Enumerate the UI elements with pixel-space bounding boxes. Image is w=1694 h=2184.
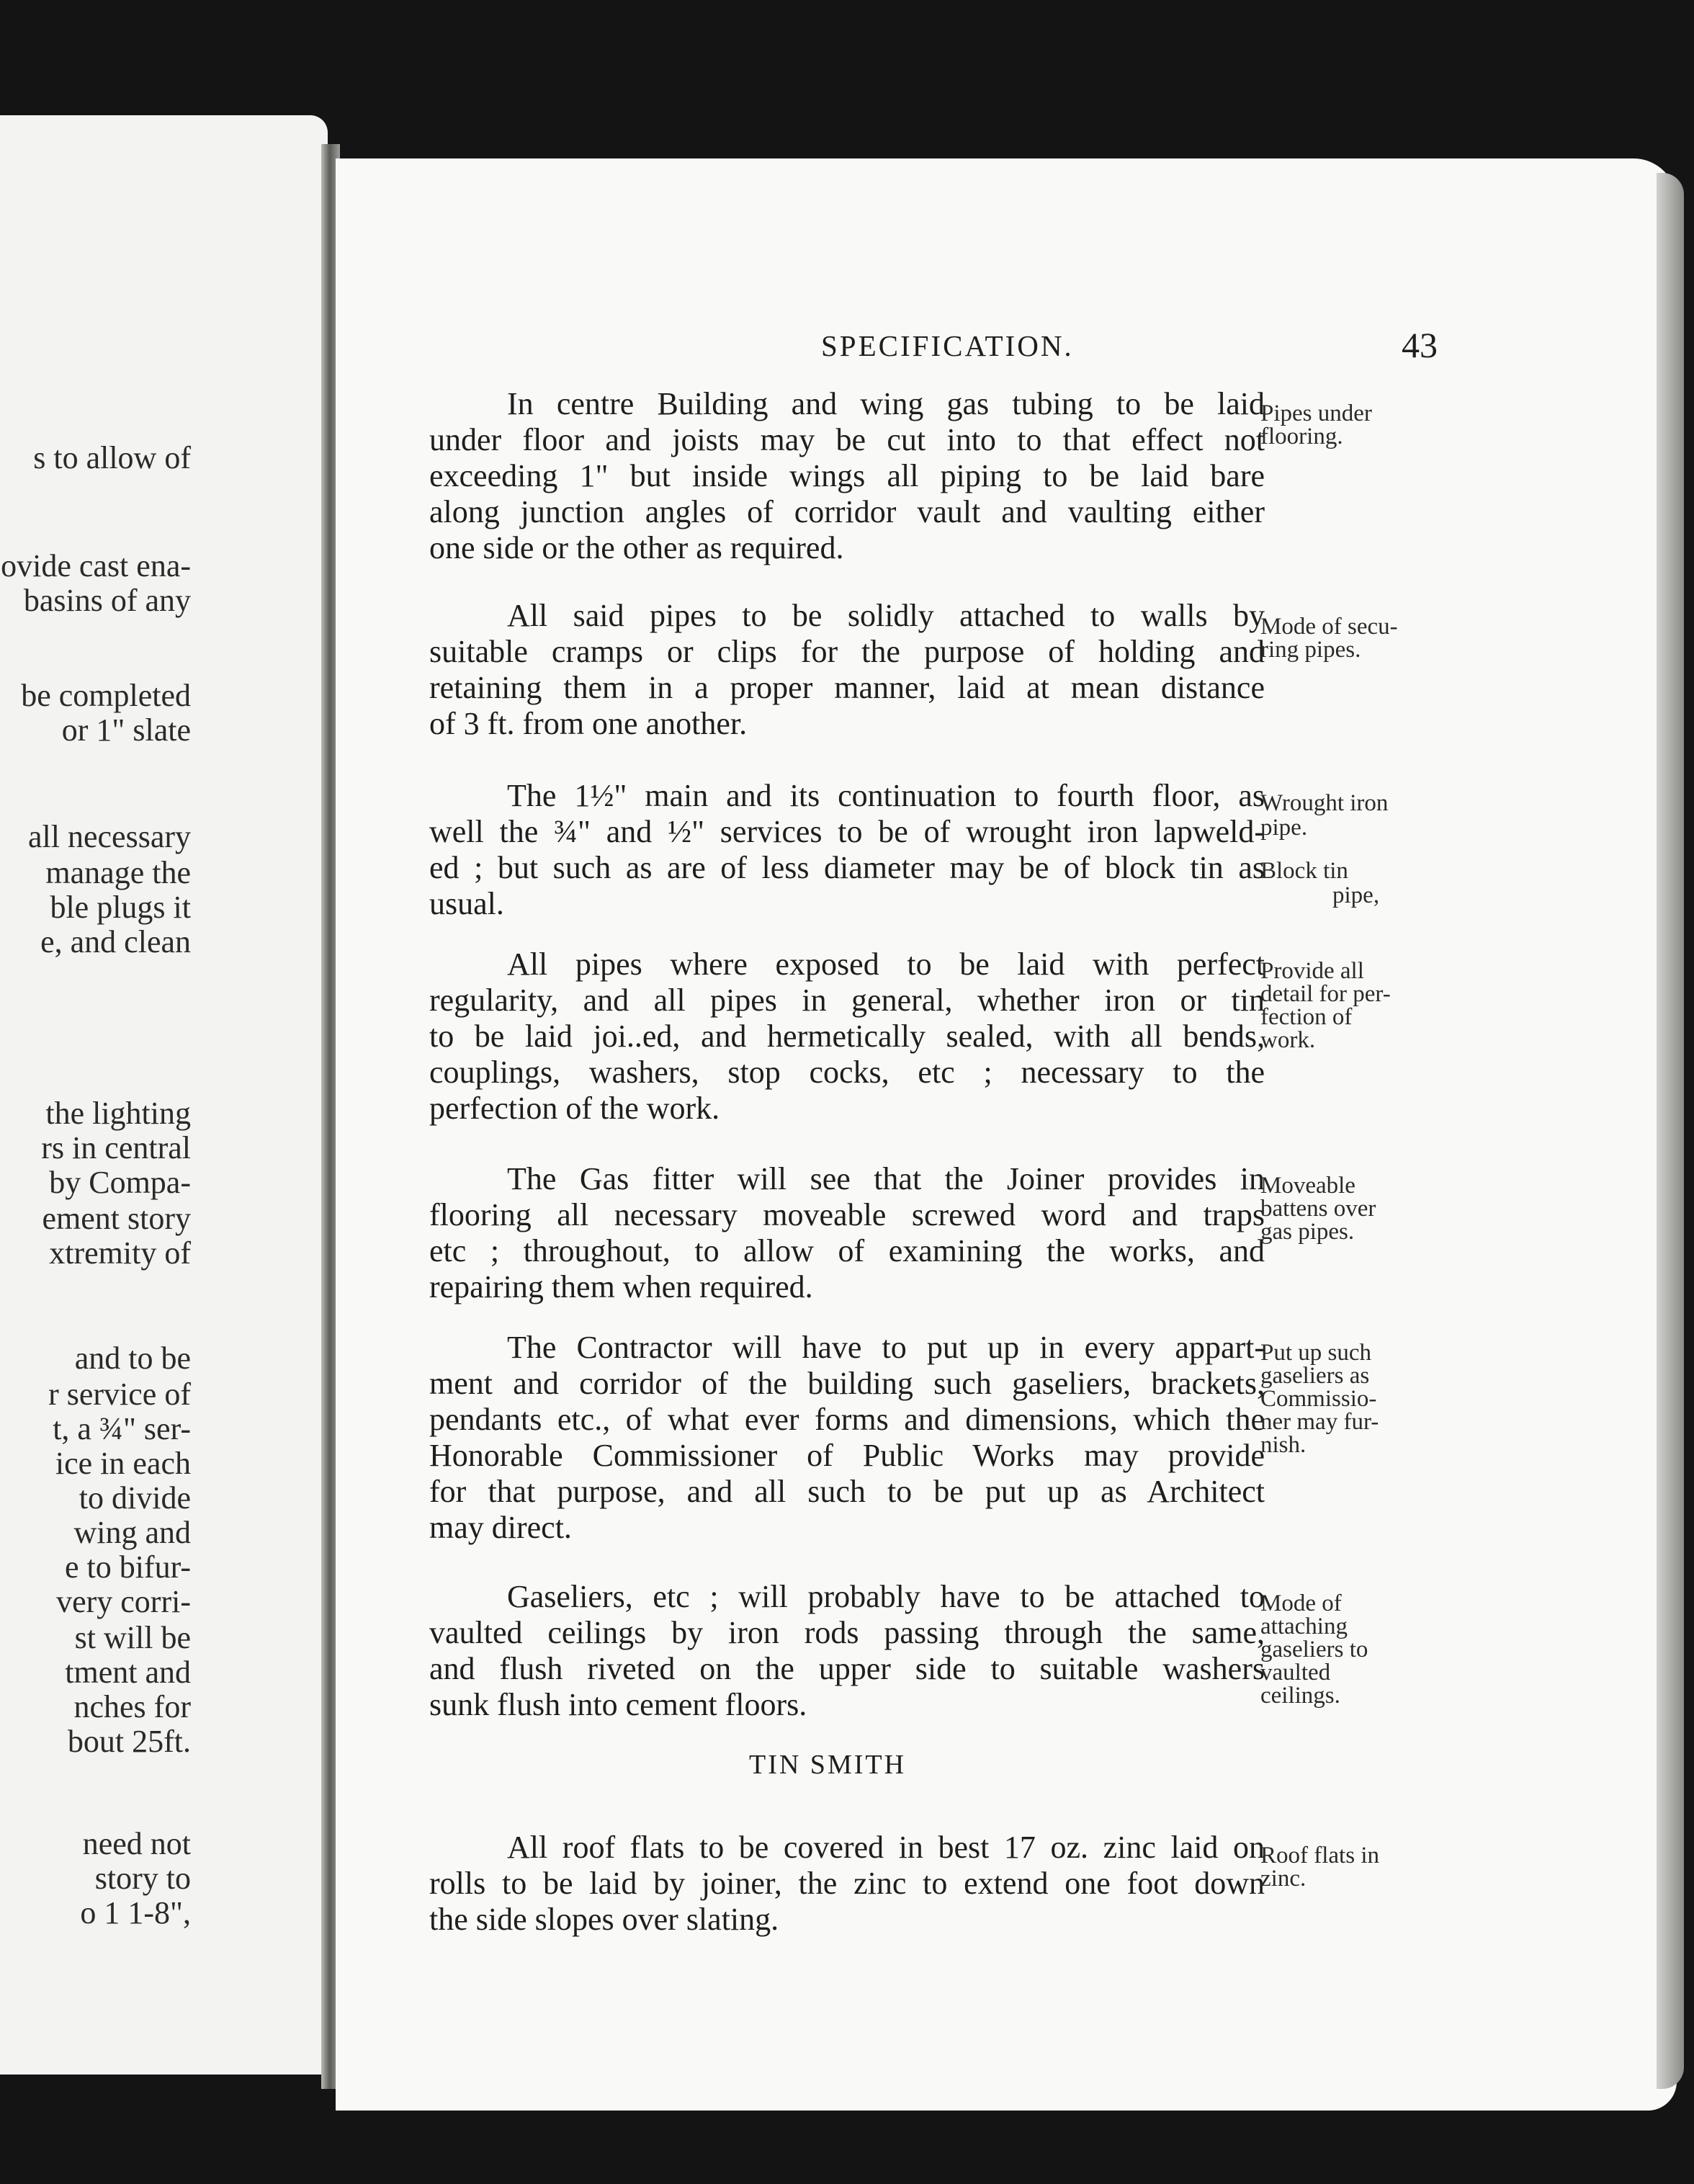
margin-note-line: Commissio-: [1260, 1386, 1377, 1412]
margin-note-line: pipe,: [1332, 882, 1380, 908]
facing-line: s to allow of: [33, 440, 191, 475]
paragraph: [429, 1830, 1265, 1938]
text-line: the side slopes over slating.: [429, 1902, 779, 1937]
facing-line: need not: [82, 1826, 191, 1861]
text-line: well the ¾" and ½" services to be of wrought iron lapweld-: [429, 814, 1265, 849]
facing-line: ovide cast ena-: [1, 548, 191, 583]
text-line: may direct.: [429, 1510, 572, 1545]
text-line: exceeding 1" but inside wings all piping to be laid bare: [429, 458, 1265, 493]
margin-note-line: battens over: [1260, 1196, 1376, 1222]
margin-note: [1260, 1844, 1455, 1890]
text-line: The 1½" main and its continuation to fourth floor, as: [507, 778, 1265, 813]
paragraph: [429, 386, 1265, 566]
facing-line: or 1" slate: [61, 712, 191, 748]
text-line: and flush riveted on the upper side to suitable washers: [429, 1651, 1265, 1686]
facing-line: o 1 1-8",: [80, 1895, 191, 1930]
facing-line: r service of: [48, 1377, 191, 1412]
facing-line: be completed: [21, 678, 191, 713]
facing-line: the lighting: [45, 1096, 191, 1131]
margin-note: [1260, 615, 1455, 661]
text-line: one side or the other as required.: [429, 530, 844, 565]
text-line: of 3 ft. from one another.: [429, 706, 748, 741]
margin-note-line: gas pipes.: [1260, 1219, 1355, 1245]
text-line: rolls to be laid by joiner, the zinc to extend one foot down: [429, 1866, 1265, 1901]
facing-line: tment and: [65, 1655, 191, 1690]
facing-line: ble plugs it: [50, 890, 191, 925]
margin-note-line: Moveable: [1260, 1173, 1355, 1199]
facing-line: manage the: [45, 855, 191, 890]
margin-note: [1260, 791, 1455, 908]
margin-note-line: vaulted: [1260, 1660, 1331, 1686]
margin-note-line: gaseliers as: [1260, 1363, 1370, 1389]
margin-note: [1260, 1174, 1455, 1243]
text-line: to be laid joi..ed, and hermetically sealed, with all bends,: [429, 1019, 1265, 1054]
paragraph: [429, 598, 1265, 742]
margin-note-line: Mode of: [1260, 1590, 1342, 1616]
facing-line: rs in central: [41, 1130, 191, 1165]
margin-note-line: ceilings.: [1260, 1683, 1340, 1709]
running-head: SPECIFICATION.: [821, 329, 1074, 362]
text-line: All roof flats to be covered in best 17 oz. zinc laid on: [507, 1830, 1265, 1865]
margin-note-line: Put up such: [1260, 1340, 1372, 1366]
facing-line: story to: [94, 1861, 191, 1896]
margin-note-line: Provide all: [1260, 958, 1364, 984]
margin-note-line: Block tin: [1260, 858, 1348, 884]
text-line: The Gas fitter will see that the Joiner provides in: [507, 1161, 1265, 1196]
margin-note: [1260, 402, 1455, 448]
text-line: flooring all necessary moveable screwed word and traps: [429, 1197, 1265, 1232]
paragraph: [429, 778, 1265, 922]
margin-note-line: nish.: [1260, 1432, 1307, 1458]
text-line: perfection of the work.: [429, 1091, 720, 1126]
facing-line: nches for: [73, 1689, 191, 1724]
facing-line: e to bifur-: [64, 1549, 191, 1585]
margin-note-line: ring pipes.: [1260, 637, 1361, 663]
facing-line: ement story: [42, 1201, 191, 1236]
paragraph: [429, 1579, 1265, 1723]
facing-line: ice in each: [55, 1446, 191, 1481]
margin-note-line: flooring.: [1260, 424, 1343, 449]
margin-note-line: attaching: [1260, 1614, 1348, 1639]
margin-note-line: Pipes under: [1260, 400, 1372, 426]
text-line: All said pipes to be solidly attached to walls by: [507, 598, 1265, 633]
paragraph: [429, 1161, 1265, 1305]
text-line: etc ; throughout, to allow of examining the works, and: [429, 1233, 1265, 1268]
text-line: The Contractor will have to put up in every appart-: [507, 1330, 1265, 1365]
margin-note-line: fection of: [1260, 1004, 1353, 1030]
facing-line: xtremity of: [49, 1235, 191, 1271]
text-line: sunk flush into cement floors.: [429, 1687, 807, 1722]
paragraph: [429, 946, 1265, 1127]
text-line: ment and corridor of the building such gaseliers, brackets,: [429, 1366, 1265, 1401]
margin-note-line: ner may fur-: [1260, 1409, 1379, 1435]
facing-line: all necessary: [28, 819, 191, 854]
page-edge: [1657, 173, 1684, 2089]
text-line: couplings, washers, stop cocks, etc ; necessary to the: [429, 1055, 1265, 1090]
margin-note-line: work.: [1260, 1027, 1316, 1053]
margin-note-line: Wrought iron: [1260, 790, 1389, 816]
facing-line: wing and: [73, 1515, 191, 1550]
text-line: Honorable Commissioner of Public Works may provide: [429, 1438, 1265, 1473]
facing-line: by Compa-: [49, 1165, 191, 1200]
facing-line: e, and clean: [40, 924, 191, 959]
facing-line: and to be: [74, 1341, 191, 1376]
text-line: retaining them in a proper manner, laid at mean distance: [429, 670, 1265, 705]
facing-line: to divide: [79, 1480, 191, 1516]
section-heading: TIN SMITH: [749, 1750, 907, 1780]
margin-note: [1260, 1592, 1455, 1707]
facing-page: [0, 115, 328, 2075]
text-line: In centre Building and wing gas tubing to be laid: [507, 386, 1265, 421]
text-line: All pipes where exposed to be laid with perfect: [507, 946, 1265, 982]
margin-note: [1260, 959, 1455, 1052]
margin-note-line: gaseliers to: [1260, 1637, 1368, 1662]
facing-line: very corri-: [56, 1584, 191, 1619]
text-line: usual.: [429, 886, 504, 921]
margin-note: [1260, 1341, 1455, 1456]
paragraph: [429, 1330, 1265, 1546]
margin-note-line: Roof flats in: [1260, 1843, 1379, 1869]
page-number: 43: [1402, 325, 1438, 365]
text-line: regularity, and all pipes in general, whether iron or tin: [429, 983, 1265, 1018]
facing-line: t, a ¾" ser-: [53, 1411, 191, 1446]
margin-note-line: detail for per-: [1260, 981, 1391, 1007]
margin-note-line: Mode of secu-: [1260, 614, 1398, 640]
text-line: repairing them when required.: [429, 1269, 813, 1304]
facing-line: st will be: [74, 1620, 191, 1655]
text-line: for that purpose, and all such to be put up as Architect: [429, 1474, 1265, 1509]
text-line: ed ; but such as are of less diameter may be of block tin as: [429, 850, 1265, 885]
text-line: pendants etc., of what ever forms and dimensions, which the: [429, 1402, 1265, 1437]
text-line: Gaseliers, etc ; will probably have to be attached to: [507, 1579, 1265, 1614]
margin-note-line: pipe.: [1260, 815, 1308, 841]
facing-line: bout 25ft.: [67, 1724, 191, 1759]
text-line: along junction angles of corridor vault and vaulting either: [429, 494, 1265, 529]
text-line: suitable cramps or clips for the purpose of holding and: [429, 634, 1265, 669]
margin-note-line: zinc.: [1260, 1866, 1307, 1892]
text-line: vaulted ceilings by iron rods passing through the same,: [429, 1615, 1265, 1650]
text-line: under floor and joists may be cut into to that effect not: [429, 422, 1265, 457]
facing-line: basins of any: [23, 583, 191, 618]
